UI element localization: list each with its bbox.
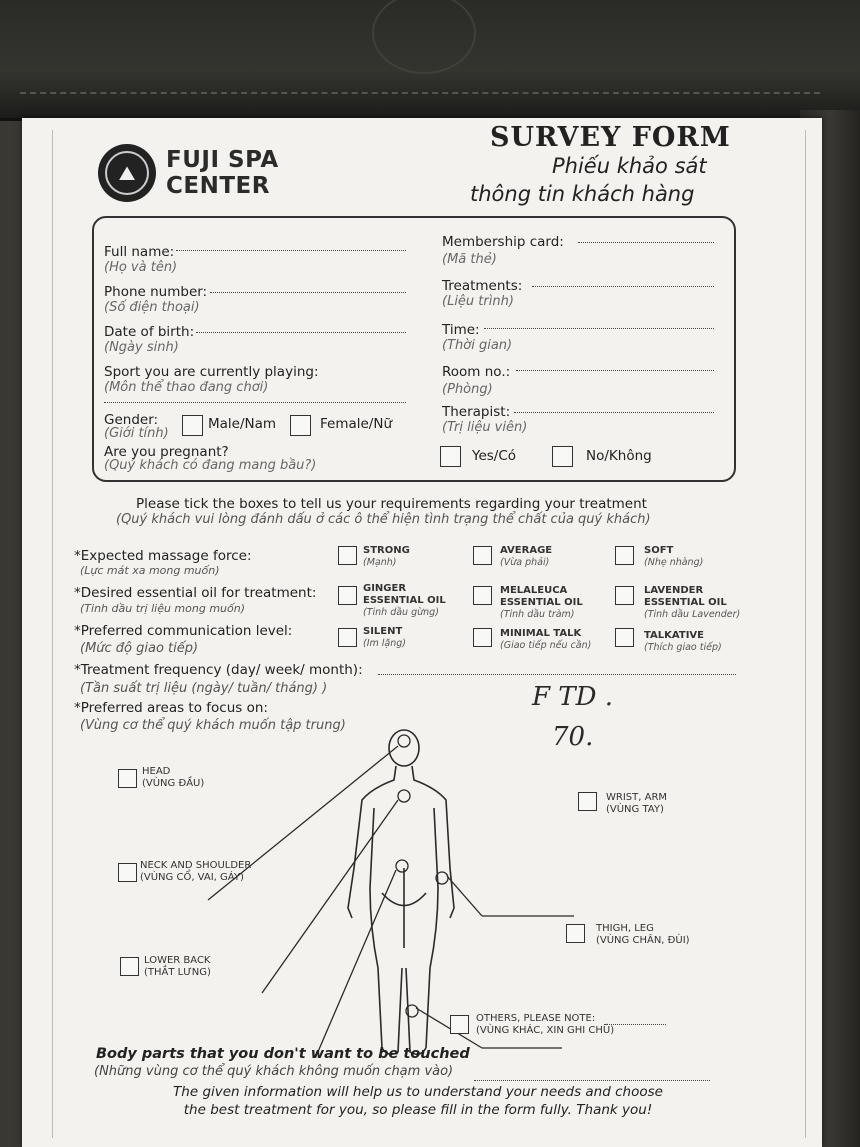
area-others-label-vi: (VÙNG KHÁC, XIN GHI CHÚ)	[476, 1025, 615, 1036]
comm-minimal-label-vi: (Giao tiếp nếu cần)	[500, 640, 592, 651]
force-average-label-vi: (Vừa phải)	[500, 557, 550, 568]
force-soft-checkbox[interactable]	[615, 546, 634, 565]
oil-ginger-label-1: GINGER	[363, 583, 407, 594]
force-average-label: AVERAGE	[500, 545, 553, 556]
pregnant-yes-label: Yes/Có	[472, 448, 517, 464]
comm-silent-label-vi: (Im lặng)	[363, 638, 407, 649]
logo-name-line1: FUJI SPA	[166, 147, 279, 173]
area-lower-back-checkbox[interactable]	[120, 957, 139, 976]
full-name-field[interactable]	[176, 250, 406, 251]
comm-silent-checkbox[interactable]	[338, 628, 357, 647]
force-strong-checkbox[interactable]	[338, 546, 357, 565]
room-field[interactable]	[516, 370, 714, 371]
area-thigh-checkbox[interactable]	[566, 924, 585, 943]
oil-lavender-label-vi: (Tinh dầu Lavender)	[644, 609, 741, 620]
room-label-vi: (Phòng)	[442, 382, 493, 397]
force-question-vi: (Lực mát xa mong muốn)	[80, 564, 220, 577]
spa-logo-icon: ⛰	[98, 144, 156, 202]
form-title-vi-line2: thông tin khách hàng	[470, 182, 695, 206]
female-label: Female/Nữ	[320, 416, 393, 432]
frequency-question: *Treatment frequency (day/ week/ month):	[74, 662, 363, 678]
closing-note-line2: the best treatment for you, so please fill in the form fully. Thank you!	[183, 1102, 653, 1118]
no-touch-field[interactable]	[474, 1080, 710, 1081]
form-title-vi-line1: Phiếu khảo sát	[552, 154, 707, 178]
area-neck-label: NECK AND SHOULDER	[140, 860, 252, 871]
time-label-vi: (Thời gian)	[442, 338, 513, 353]
force-question: *Expected massage force:	[74, 548, 252, 564]
force-strong-label-vi: (Mạnh)	[363, 557, 397, 568]
comm-talkative-checkbox[interactable]	[615, 628, 634, 647]
area-head-checkbox[interactable]	[118, 769, 137, 788]
no-touch-question: Body parts that you don't want to be touched	[96, 1046, 470, 1062]
full-name-label-vi: (Họ và tên)	[104, 260, 178, 275]
room-label: Room no.:	[442, 364, 511, 380]
oil-ginger-checkbox[interactable]	[338, 586, 357, 605]
closing-note-line1: The given information will help us to understand your needs and choose	[173, 1084, 663, 1100]
comm-talkative-label-vi: (Thích giao tiếp)	[644, 642, 722, 653]
oil-ginger-label-2: ESSENTIAL OIL	[363, 595, 446, 606]
pregnant-label: Are you pregnant?	[104, 444, 229, 460]
dob-label-vi: (Ngày sinh)	[104, 340, 179, 355]
comm-minimal-checkbox[interactable]	[473, 628, 492, 647]
therapist-label: Therapist:	[442, 404, 511, 420]
dob-field[interactable]	[196, 332, 406, 333]
time-field[interactable]	[484, 328, 714, 329]
clipboard-clip	[0, 0, 860, 121]
comm-question: *Preferred communication level:	[74, 623, 293, 639]
frequency-question-vi: (Tần suất trị liệu (ngày/ tuần/ tháng) )	[80, 681, 328, 696]
pregnant-yes-checkbox[interactable]	[440, 446, 461, 467]
pregnant-no-label: No/Không	[586, 448, 652, 464]
oil-lavender-checkbox[interactable]	[615, 586, 634, 605]
therapist-field[interactable]	[514, 412, 714, 413]
area-others-checkbox[interactable]	[450, 1015, 469, 1034]
comm-talkative-label: TALKATIVE	[644, 630, 704, 641]
no-touch-question-vi: (Những vùng cơ thể quý khách không muốn chạm vào)	[94, 1064, 454, 1079]
oil-melaleuca-label-2: ESSENTIAL OIL	[500, 597, 583, 608]
female-checkbox[interactable]	[290, 415, 311, 436]
time-label: Time:	[442, 322, 480, 338]
force-strong-label: STRONG	[363, 545, 410, 556]
oil-melaleuca-checkbox[interactable]	[473, 586, 492, 605]
area-wrist-label-vi: (VÙNG TAY)	[606, 804, 664, 815]
gender-label: Gender:	[104, 412, 159, 428]
oil-question-vi: (Tinh dầu trị liệu mong muốn)	[80, 602, 246, 615]
force-soft-label-vi: (Nhẹ nhàng)	[644, 557, 704, 568]
pregnant-label-vi: (Quý khách có đang mang bầu?)	[104, 458, 317, 473]
area-wrist-checkbox[interactable]	[578, 792, 597, 811]
dob-label: Date of birth:	[104, 324, 195, 340]
therapist-label-vi: (Trị liệu viên)	[442, 420, 528, 435]
oil-melaleuca-label-vi: (Tinh dầu tràm)	[500, 609, 575, 620]
instructions-en: Please tick the boxes to tell us your requirements regarding your treatment	[136, 496, 647, 512]
area-neck-label-vi: (VÙNG CỔ, VAI, GÁY)	[140, 872, 244, 883]
area-thigh-label-vi: (VÙNG CHÂN, ĐÙI)	[596, 935, 690, 946]
oil-lavender-label-2: ESSENTIAL OIL	[644, 597, 727, 608]
comm-silent-label: SILENT	[363, 626, 403, 637]
comm-question-vi: (Mức độ giao tiếp)	[80, 641, 199, 656]
membership-field[interactable]	[578, 242, 714, 243]
form-title: SURVEY FORM	[490, 122, 731, 153]
treatments-field[interactable]	[532, 286, 714, 287]
phone-label: Phone number:	[104, 284, 208, 300]
oil-question: *Desired essential oil for treatment:	[74, 585, 317, 601]
phone-label-vi: (Số điện thoại)	[104, 300, 200, 315]
force-soft-label: SOFT	[644, 545, 674, 556]
handwritten-note-line1: F TD .	[532, 682, 614, 712]
treatments-label: Treatments:	[442, 278, 523, 294]
sport-label: Sport you are currently playing:	[104, 364, 319, 380]
oil-melaleuca-label-1: MELALEUCA	[500, 585, 568, 596]
survey-form-paper	[22, 118, 822, 1147]
area-neck-checkbox[interactable]	[118, 863, 137, 882]
force-average-checkbox[interactable]	[473, 546, 492, 565]
area-wrist-label: WRIST, ARM	[606, 792, 668, 803]
male-label: Male/Nam	[208, 416, 277, 432]
oil-lavender-label-1: LAVENDER	[644, 585, 704, 596]
membership-label: Membership card:	[442, 234, 564, 250]
area-others-label: OTHERS, PLEASE NOTE:	[476, 1013, 596, 1024]
full-name-label: Full name:	[104, 244, 175, 260]
pregnant-no-checkbox[interactable]	[552, 446, 573, 467]
areas-question-vi: (Vùng cơ thể quý khách muốn tập trung)	[80, 718, 346, 733]
logo-name-line2: CENTER	[166, 173, 270, 199]
handwritten-note-line2: 70.	[552, 722, 594, 752]
sport-field[interactable]	[104, 402, 406, 403]
area-lower-back-label-vi: (THẮT LƯNG)	[144, 967, 211, 978]
areas-question: *Preferred areas to focus on:	[74, 700, 268, 716]
oil-ginger-label-vi: (Tinh dầu gừng)	[363, 607, 439, 618]
comm-minimal-label: MINIMAL TALK	[500, 628, 582, 639]
instructions-vi: (Quý khách vui lòng đánh dấu ở các ô thể hiện tình trạng thể chất của quý khách)	[116, 512, 651, 527]
sport-label-vi: (Môn thể thao đang chơi)	[104, 380, 269, 395]
frequency-field[interactable]	[378, 674, 736, 675]
area-head-label-vi: (VÙNG ĐẦU)	[142, 778, 205, 789]
male-checkbox[interactable]	[182, 415, 203, 436]
embossed-seal	[372, 0, 476, 74]
area-head-label: HEAD	[142, 766, 171, 777]
clip-stitching	[20, 92, 820, 94]
phone-field[interactable]	[210, 292, 406, 293]
area-thigh-label: THIGH, LEG	[596, 923, 654, 934]
personal-info-box	[92, 216, 736, 482]
treatments-label-vi: (Liệu trình)	[442, 294, 514, 309]
membership-label-vi: (Mã thẻ)	[442, 252, 497, 267]
gender-label-vi: (Giới tính)	[104, 426, 169, 441]
area-lower-back-label: LOWER BACK	[144, 955, 211, 966]
